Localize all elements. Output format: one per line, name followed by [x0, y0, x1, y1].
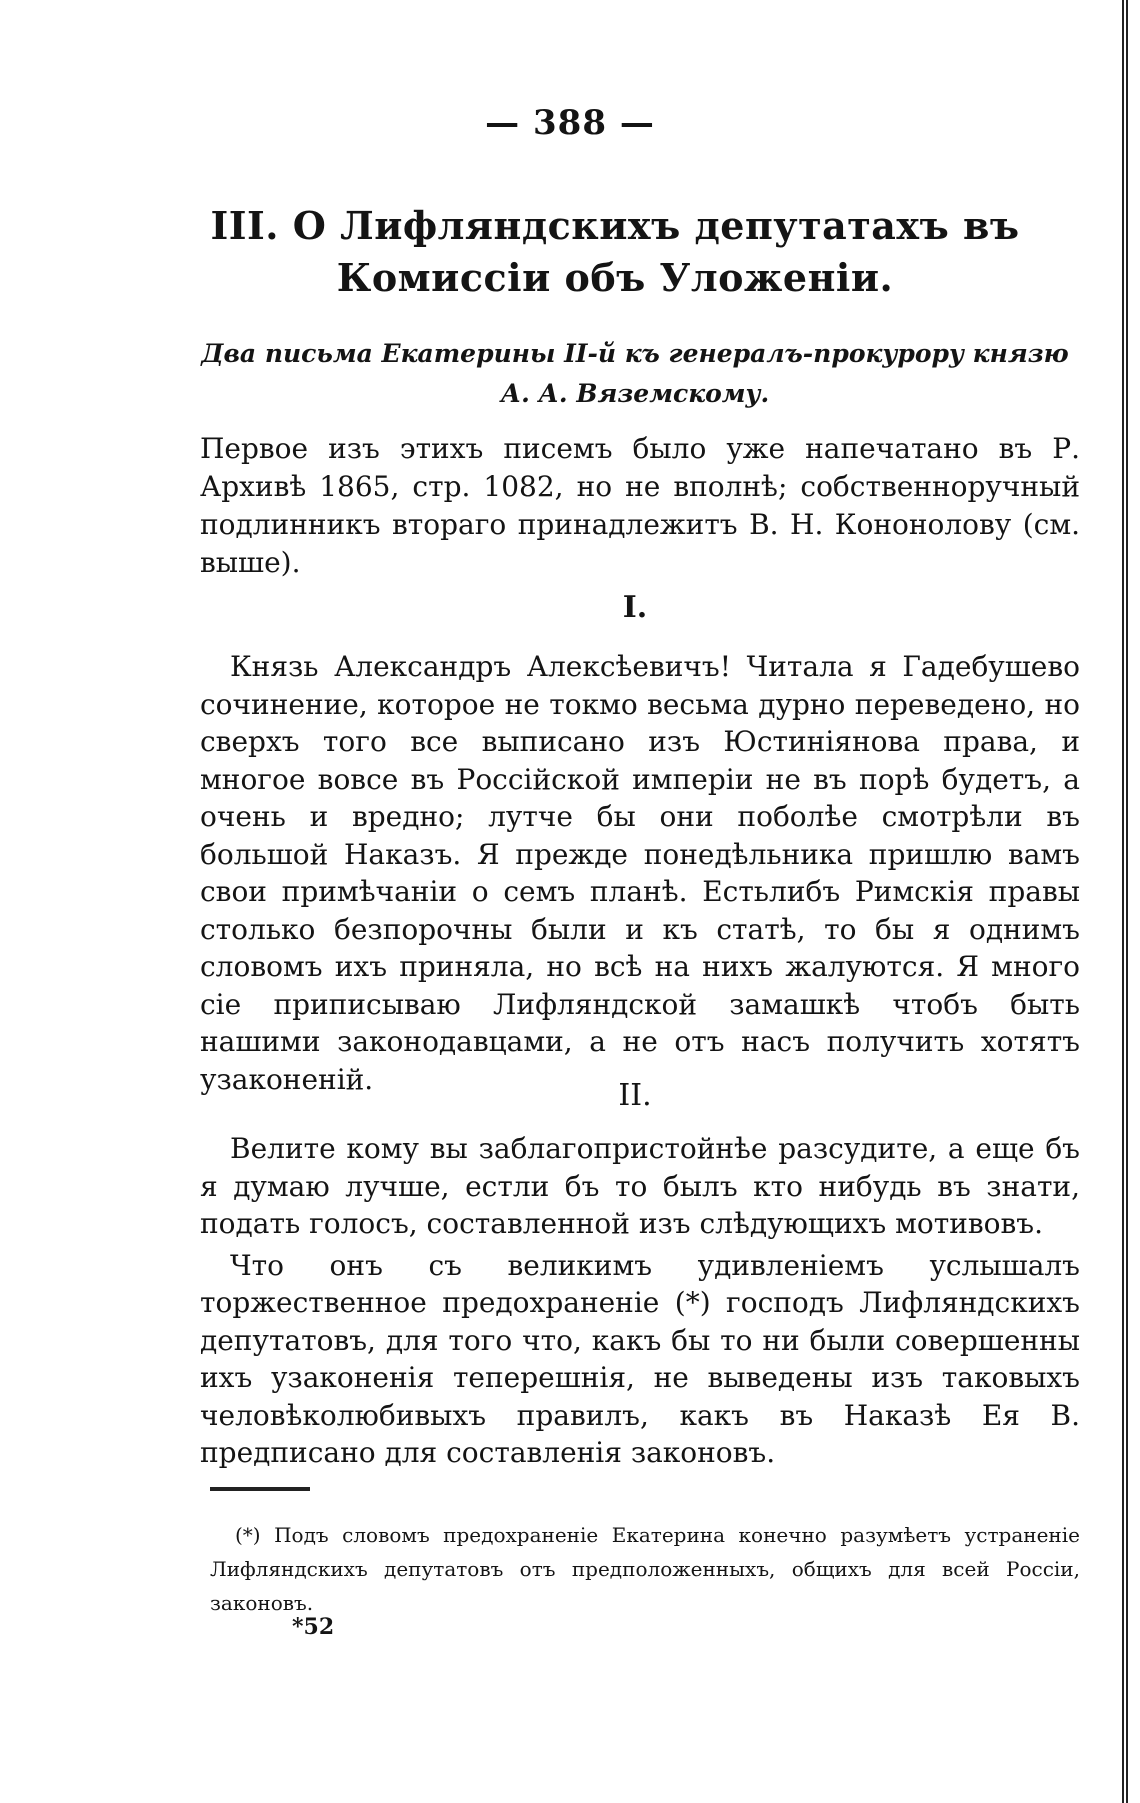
intro-paragraph: Первое изъ этихъ писемъ было уже напечатано въ Р. Архивѣ 1865, стр. 1082, но не вполнѣ; собственноручный подлинникъ втораго принадлежитъ В. Н. Кононолову (см. выше).: [200, 432, 1080, 579]
page-number: — 388 —: [485, 103, 655, 143]
section-title: III. О Лифляндскихъ депутатахъ въ Комиссіи объ Уложеніи.: [210, 203, 1020, 300]
letter-1: [200, 648, 1080, 1098]
letter-1-text: Князь Александръ Алексѣевичъ! Читала я Гадебушево сочинение, которое не токмо весьма дурно переведено, но сверхъ того все выписано изъ Юстиніянова права, и многое вовсе въ Россійской имперіи не въ порѣ будетъ, а очень и вредно; лутче бы они поболѣе смотрѣли въ большой Наказъ. Я прежде понедѣльника пришлю вамъ свои примѣчаніи о семъ планѣ. Естьлибъ Римскія правы столько безпорочны были и къ статѣ, то бы я однимъ словомъ ихъ приняла, но всѣ на нихъ жалуются. Я много сіе приписываю Лифляндской замашкѣ чтобъ быть нашими законодавцами, а не отъ насъ получить хотятъ узаконеній.: [200, 650, 1080, 1096]
footnote-text: (*) Подъ словомъ предохраненіе Екатерина конечно разумѣетъ устраненіе Лифляндскихъ депутатовъ отъ предположенныхъ, общихъ для всей Россіи, законовъ.: [210, 1523, 1080, 1615]
signature-mark: *52: [292, 1614, 335, 1640]
page-edge-line: [1122, 0, 1128, 1803]
letter-2: [200, 1130, 1080, 1472]
letter-2-paragraph-1: Велите кому вы заблагопристойнѣе разсудите, а еще бъ я думаю лучше, естли бъ то былъ кто нибудь въ знати, подать голосъ, составленной изъ слѣдующихъ мотивовъ.: [200, 1132, 1080, 1240]
section-subtitle: Два письма Екатерины II-й къ генералъ-прокурору князю А. А. Вяземскому.: [201, 339, 1069, 408]
letter-1-numeral: I.: [622, 590, 648, 625]
footnote: [210, 1518, 1080, 1620]
footnote-divider: [210, 1487, 310, 1491]
letter-2-numeral: II.: [618, 1078, 652, 1113]
letter-2-paragraph-2: Что онъ съ великимъ удивленіемъ услышалъ торжественное предохраненіе (*) господъ Лифляндскихъ депутатовъ, для того что, какъ бы то ни были совершенны ихъ узаконенія теперешнія, не выведены изъ таковыхъ человѣколюбивыхъ правилъ, какъ въ Наказѣ Ея В. предписано для составленія законовъ.: [200, 1248, 1080, 1469]
